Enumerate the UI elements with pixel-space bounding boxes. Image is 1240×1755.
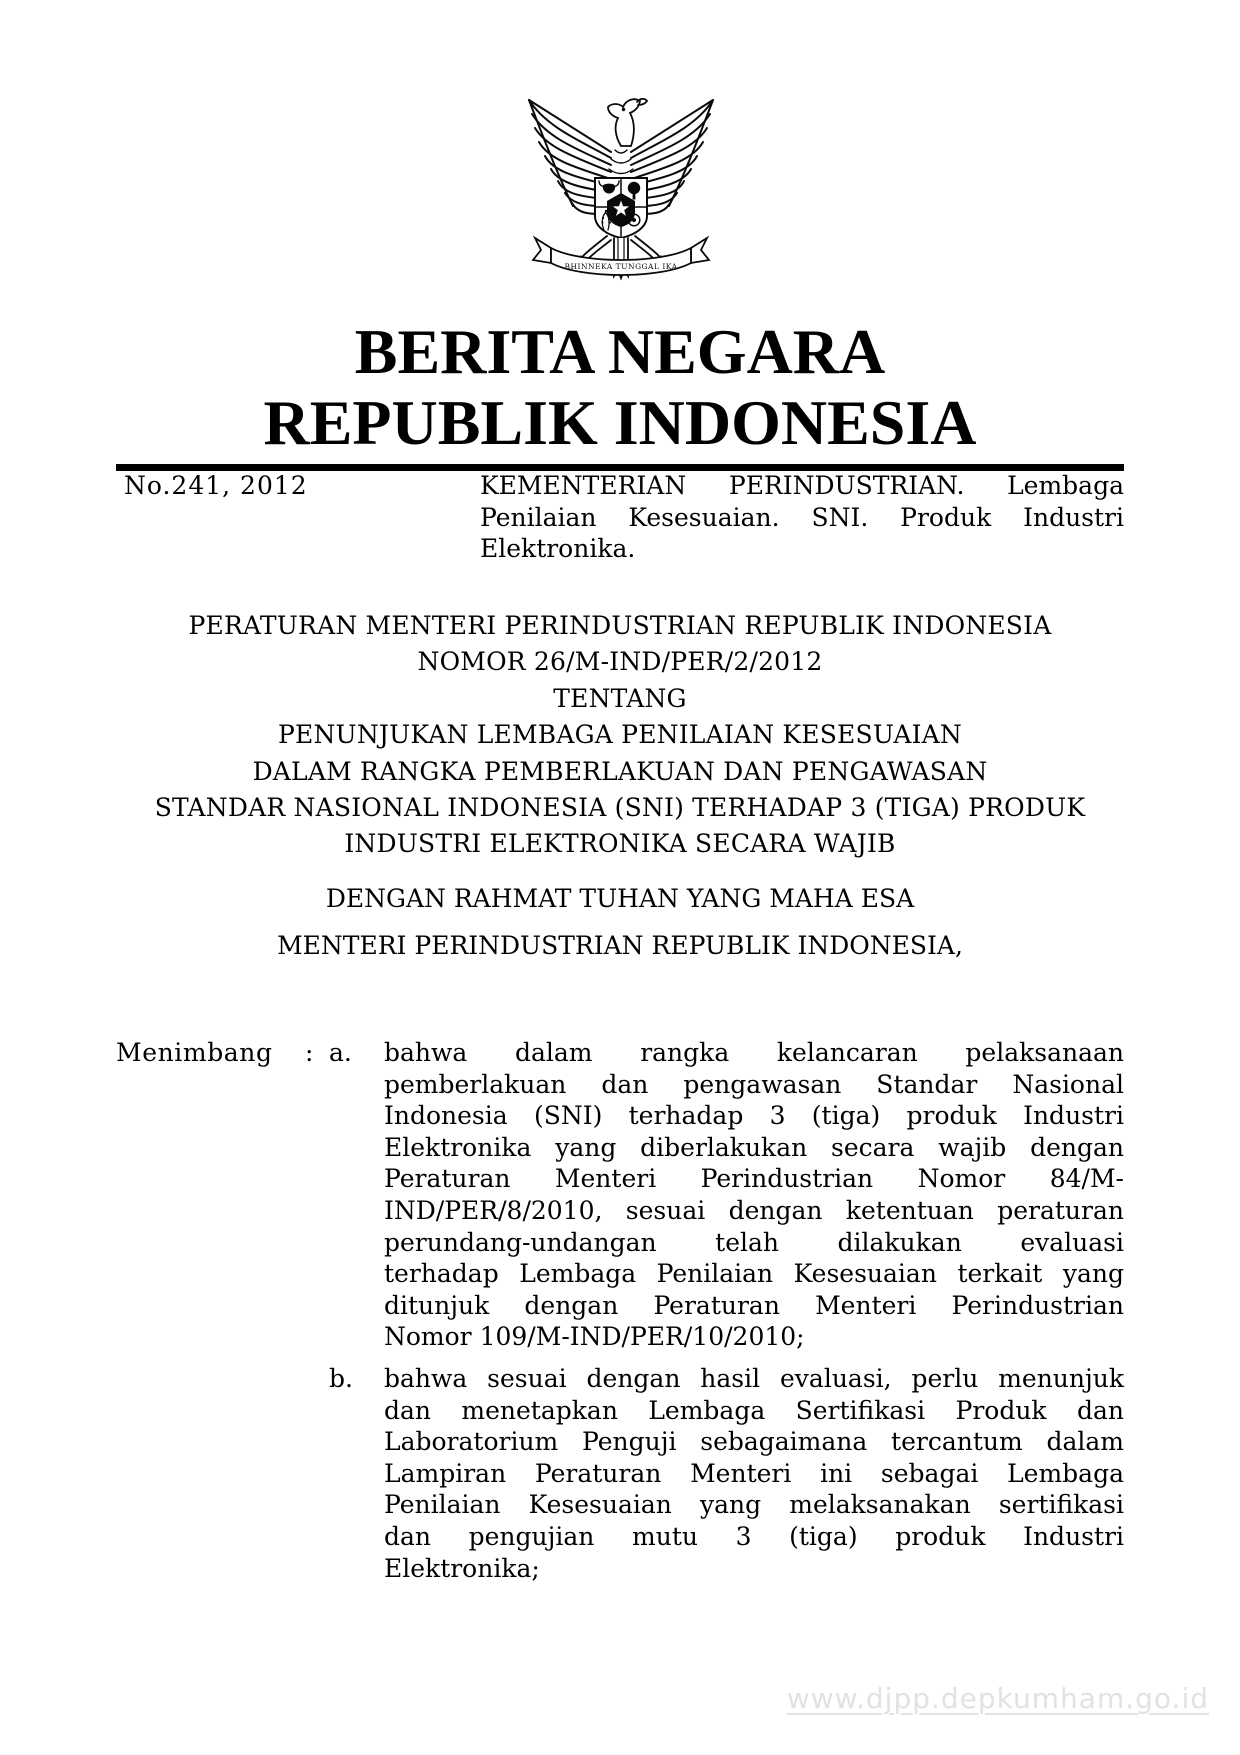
subject-note: [480, 470, 1124, 565]
consideration-item-a: [384, 1037, 1124, 1353]
body-line: Elektronika yang diberlakukan secara wajib dengan: [384, 1132, 1124, 1162]
regulation-title-line: PENUNJUKAN LEMBAGA PENILAIAN KESESUAIAN: [278, 720, 962, 750]
pancasila-shield: [595, 178, 647, 238]
body-line: pemberlakuan dan pengawasan Standar Nasional: [384, 1069, 1124, 1099]
garuda-pancasila-icon: [523, 86, 719, 296]
garuda-pancasila-emblem: [523, 86, 719, 296]
consideration-item-b: [384, 1363, 1124, 1584]
regulation-title-line: PERATURAN MENTERI PERINDUSTRIAN REPUBLIK INDONESIA: [188, 611, 1052, 640]
item-marker-a: a.: [329, 1038, 352, 1067]
subject-note-line: Elektronika.: [480, 534, 636, 563]
invocation-line: DENGAN RAHMAT TUHAN YANG MAHA ESA: [325, 884, 915, 913]
body-line: Laboratorium Penguji sebagaimana tercantum dalam: [384, 1427, 1124, 1457]
regulation-number-line: NOMOR 26/M-IND/PER/2/2012: [417, 647, 823, 677]
regulation-title-line: INDUSTRI ELEKTRONIKA SECARA WAJIB: [344, 829, 896, 859]
body-line: dan menetapkan Lembaga Sertifikasi Produk dan: [384, 1395, 1124, 1425]
emblem-motto: BHINNEKA TUNGGAL IKA: [564, 262, 678, 271]
body-line: bahwa sesuai dengan hasil evaluasi, perlu menunjuk: [384, 1364, 1124, 1393]
considerations-label: Menimbang: [116, 1038, 273, 1067]
regulation-title-line: TENTANG: [553, 683, 687, 713]
chest-feathers: [609, 150, 633, 174]
considerations-colon: :: [305, 1038, 314, 1067]
banyan-tree-charge: [628, 182, 640, 194]
bull-head-charge: [603, 184, 615, 193]
body-line: Elektronika;: [384, 1553, 540, 1583]
body-line: terhadap Lembaga Penilaian Kesesuaian terkait yang: [384, 1259, 1124, 1289]
body-line: perundang-undangan telah dilakukan evaluasi: [384, 1227, 1124, 1257]
item-marker-b: b.: [329, 1364, 353, 1393]
authority-line: MENTERI PERINDUSTRIAN REPUBLIK INDONESIA,: [277, 931, 963, 960]
body-line: Indonesia (SNI) terhadap 3 (tiga) produk Industri: [384, 1101, 1124, 1131]
regulation-title-line: DALAM RANGKA PEMBERLAKUAN DAN PENGAWASAN: [252, 756, 988, 786]
body-line: ditunjuk dengan Peraturan Menteri Perindustrian: [384, 1290, 1124, 1320]
body-line: Lampiran Peraturan Menteri ini sebagai Lembaga: [384, 1458, 1124, 1488]
regulation-title-block: [116, 608, 1124, 863]
body-line: IND/PER/8/2010, sesuai dengan ketentuan peraturan: [384, 1195, 1124, 1225]
body-line: Penilaian Kesesuaian yang melaksanakan sertifikasi: [384, 1490, 1124, 1520]
regulation-title-line: STANDAR NASIONAL INDONESIA (SNI) TERHADAP 3 (TIGA) PRODUK: [154, 793, 1086, 823]
subject-note-line: Penilaian Kesesuaian. SNI. Produk Industri: [480, 502, 1124, 532]
publication-title-line1: BERITA NEGARA: [354, 316, 886, 387]
body-line: dan pengujian mutu 3 (tiga) produk Industri: [384, 1521, 1124, 1551]
subject-note-line: KEMENTERIAN PERINDUSTRIAN. Lembaga: [480, 471, 1124, 500]
publication-title-line2: REPUBLIK INDONESIA: [263, 387, 977, 458]
watermark-url: www.djpp.depkumham.go.id: [786, 1682, 1209, 1715]
body-line: bahwa dalam rangka kelancaran pelaksanaan: [384, 1038, 1124, 1067]
issue-number: No.241, 2012: [124, 471, 308, 500]
body-line: Nomor 109/M-IND/PER/10/2010;: [384, 1322, 805, 1352]
publication-title: [116, 316, 1124, 458]
body-line: Peraturan Menteri Perindustrian Nomor 84/M-: [384, 1164, 1124, 1194]
eagle-head: [608, 99, 647, 146]
